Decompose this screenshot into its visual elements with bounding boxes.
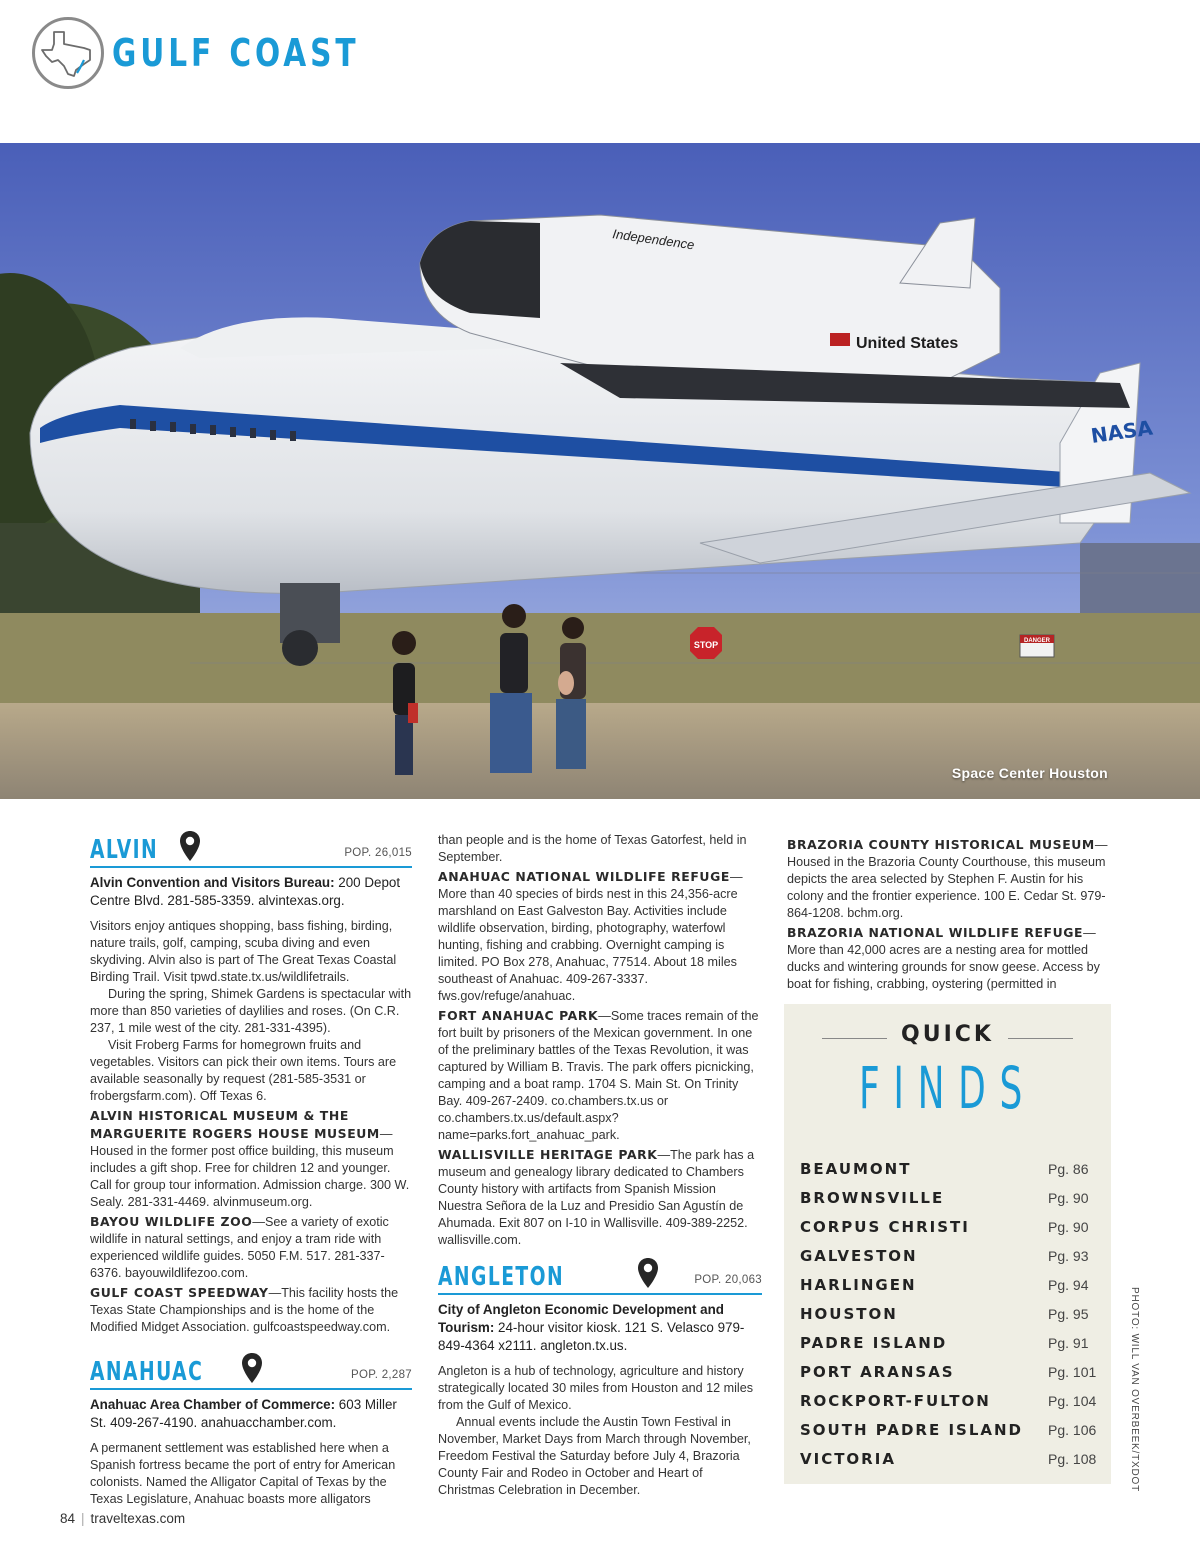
city-name: ANAHUAC — [90, 1357, 204, 1387]
attraction-entry: BRAZORIA NATIONAL WILDLIFE REFUGE—More than 42,000 acres are a nesting area for mottled ducks and wintering grounds for snow geese. Access by boat for fishing, crabbing, oystering (permitted in — [787, 925, 1100, 991]
location-pin-icon — [637, 1257, 659, 1289]
section-title: GULF COAST — [112, 31, 360, 75]
quick-find-item[interactable]: ROCKPORT-FULTON Pg. 104 — [800, 1391, 1097, 1410]
shuttle-flag-label: United States — [856, 335, 959, 352]
photo-credit: PHOTO: WILL VAN OVERBEEK/TXDOT — [1129, 1287, 1140, 1492]
quick-find-item[interactable]: SOUTH PADRE ISLAND Pg. 106 — [800, 1420, 1097, 1439]
quick-find-item[interactable]: PORT ARANSAS Pg. 101 — [800, 1362, 1097, 1381]
population: POP. 26,015 — [344, 847, 412, 859]
attraction-entry: BAYOU WILDLIFE ZOO—See a variety of exotic wildlife in natural settings, and enjoy a tram ride with experienced wildlife guides. 5050 F.M. 517. 281-337-6376. bayouwildlifezoo.com. — [90, 1214, 389, 1280]
quick-finds-title-top: QUICK — [887, 1022, 1008, 1047]
danger-sign: DANGER — [1023, 638, 1051, 644]
attraction-entry: BRAZORIA COUNTY HISTORICAL MUSEUM—Housed in the Brazoria County Courthouse, this museum depicts the area selected by Stephen F. Austin for his colony and the frontier experience. 100 E. Cedar St. 979-864-1208. bchm.org. — [787, 837, 1108, 920]
paragraph: Annual events include the Austin Town Festival in November, Market Days from March through November, Freedom Festival the Saturday before July 4, Brazoria County Fair and Rodeo in October and Heart of Christmas Celebration in December. — [438, 1415, 751, 1497]
paragraph: During the spring, Shimek Gardens is spectacular with more than 850 varieties of daylilies and roses. (On C.R. 237, 1 mile west of the city. 281-331-4395). — [90, 987, 412, 1035]
nasa-logo: NASA — [1089, 415, 1155, 448]
paragraph: Visitors enjoy antiques shopping, bass fishing, birding, nature trails, golf, camping, scuba diving and even skydiving. Alvin also is part of The Great Texas Coastal Birding Trail. Visit tpwd.state.tx.us/wildlifetrails. — [90, 919, 397, 984]
paragraph: than people and is the home of Texas Gatorfest, held in September. — [438, 833, 747, 864]
paragraph: Angleton is a hub of technology, agriculture and history strategically located 30 miles from Houston and 12 miles from the Gulf of Mexico. — [438, 1364, 753, 1412]
population: POP. 2,287 — [351, 1369, 412, 1381]
photo-caption: Space Center Houston — [951, 765, 1108, 781]
column-3 — [787, 834, 1109, 993]
paragraph: A permanent settlement was established here when a Spanish fortress became the port of entry for American colonists. Named the Alligator Capital of Texas by the Texas Legislature, Anahuac boasts more alligators — [90, 1441, 396, 1506]
location-pin-icon — [179, 830, 201, 862]
page-number: 84 — [60, 1511, 76, 1526]
city-name: ALVIN — [90, 835, 159, 865]
footer-divider: | — [81, 1511, 85, 1526]
page-footer — [60, 1511, 185, 1526]
city-header-anahuac — [90, 1350, 412, 1390]
quick-find-item[interactable]: GALVESTON Pg. 93 — [800, 1246, 1089, 1265]
attraction-entry: WALLISVILLE HERITAGE PARK—The park has a museum and genealogy library dedicated to Chambers County history with artifacts from Spanish Mission Nuestra Señora de la Luz and Presidio San Agustín de Ahumada. Exit 807 on I-10 in Wallisville. 409-389-2252. wallisville.com. — [438, 1147, 755, 1247]
quick-find-item[interactable]: BEAUMONT Pg. 86 — [800, 1159, 1089, 1178]
quick-find-item[interactable]: BROWNSVILLE Pg. 90 — [800, 1188, 1089, 1207]
texas-map-icon — [32, 17, 104, 89]
quick-find-item[interactable]: PADRE ISLAND Pg. 91 — [800, 1333, 1089, 1352]
paragraph: Visit Froberg Farms for homegrown fruits and vegetables. Visitors can pick their own items. Tours are available seasonally by request (281-585-3531 or frobergsfarm.com). Off Texas 6. — [90, 1038, 397, 1103]
attraction-entry: ANAHUAC NATIONAL WILDLIFE REFUGE—More than 40 species of birds nest in this 24,356-acre marshland on East Galveston Bay. Activities include wildlife observation, birding, photography, waterfowl hunting, fishing and crabbing. Overnight camping is limited. PO Box 278, Anahuac, 77514. About 18 miles southeast of Anahuac. 409-267-3337. fws.gov/refuge/anahuac. — [438, 869, 743, 1003]
visitors-bureau: City of Angleton Economic Development and Tourism: 24-hour visitor kiosk. 121 S. Velasco 979-849-4364 x2111. angleton.tx.us. — [438, 1302, 745, 1353]
quick-finds-list — [800, 1154, 1097, 1473]
visitors-bureau: Alvin Convention and Visitors Bureau: 200 Depot Centre Blvd. 281-585-3359. alvintexas.org. — [90, 875, 401, 908]
site-link[interactable]: traveltexas.com — [90, 1511, 186, 1526]
city-header-alvin — [90, 828, 412, 868]
attraction-entry: FORT ANAHUAC PARK—Some traces remain of the fort built by prisoners of the Mexican government. In one of the preliminary battles of the Texas Revolution, it was captured by William B. Travis. The park offers picnicking, camping and a boat ramp. 1704 S. Main St. On Trinity Bay. 409-267-2409. co.chambers.tx.us or co.chambers.tx.us/default.aspx?name=parks.fort_anahuac_park. — [438, 1008, 759, 1142]
quick-finds-title-bottom: FINDS — [859, 1054, 1036, 1122]
column-1 — [90, 828, 412, 1508]
location-pin-icon — [241, 1352, 263, 1384]
hero-photo — [0, 143, 1200, 799]
quick-find-item[interactable]: CORPUS CHRISTI Pg. 90 — [800, 1217, 1089, 1236]
city-header-angleton — [438, 1255, 762, 1295]
quick-finds-panel — [784, 1004, 1111, 1484]
column-2 — [438, 832, 762, 1499]
visitors-bureau: Anahuac Area Chamber of Commerce: 603 Miller St. 409-267-4190. anahuacchamber.com. — [90, 1397, 397, 1430]
attraction-entry: ALVIN HISTORICAL MUSEUM & THE MARGUERITE ROGERS HOUSE MUSEUM—Housed in the former post office building, this museum includes a gift shop. Free for children 12 and younger. Call for group tour information. Admission charge. 300 W. Sealy. 281-331-4469. alvinmuseum.org. — [90, 1108, 410, 1209]
city-name: ANGLETON — [438, 1262, 565, 1292]
svg-text:STOP: STOP — [693, 640, 719, 650]
page-header — [32, 18, 429, 88]
quick-find-item[interactable]: VICTORIA Pg. 108 — [800, 1449, 1097, 1468]
flag-icon — [830, 333, 850, 346]
population: POP. 20,063 — [694, 1274, 762, 1286]
quick-find-item[interactable]: HARLINGEN Pg. 94 — [800, 1275, 1089, 1294]
attraction-entry: GULF COAST SPEEDWAY—This facility hosts the Texas State Championships and is the home of the Modified Midget Association. gulfcoastspeedway.com. — [90, 1285, 399, 1334]
quick-find-item[interactable]: HOUSTON Pg. 95 — [800, 1304, 1089, 1323]
shuttle-name-label: Independence — [611, 226, 696, 253]
